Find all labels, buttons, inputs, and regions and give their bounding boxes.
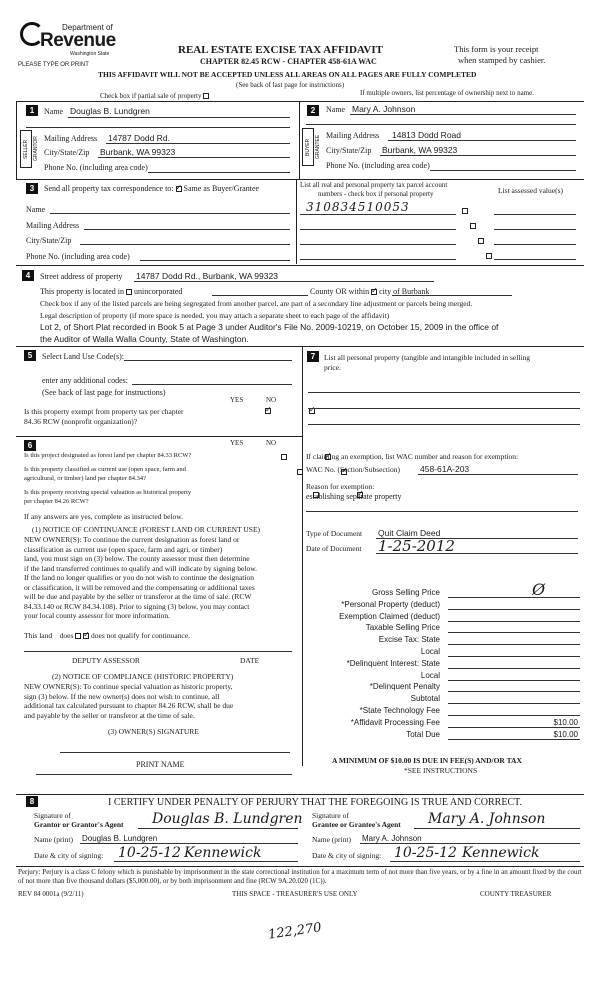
grantee-signature-of: Signature of [312,811,349,820]
input-line [80,244,290,245]
grantor-name-print-label: Name (print) [34,835,73,844]
corr-phone-label: Phone No. (including area code) [26,252,130,261]
section-8-number: 8 [26,796,38,807]
notice-continuance-title: (1) NOTICE OF CONTINUANCE (FOREST LAND OR CURRENT USE) [32,525,261,534]
fee-line [448,680,580,681]
parcel-header-2: numbers - check box if personal property [318,190,434,198]
corr-mailing-label: Mailing Address [26,221,80,230]
deputy-assessor-label: DEPUTY ASSESSOR [72,656,140,665]
notice-continuance-body [24,535,300,621]
section-4-number: 4 [22,270,34,281]
input-line [390,861,580,862]
notice-continuance-line: If the land no longer qualifies or you do not wish to continue the designation [24,573,254,582]
buyer-phone-label: Phone No. (including area code) [326,161,430,170]
legal-description-line-1[interactable]: Lot 2, of Short Plat recorded in Book 5 at Page 3 under Auditor's File No. 2009-10219, on October 15, 2009 in the office of [40,322,499,332]
personal-property-label-2: price. [324,363,341,372]
fee-label: Subtotal [410,694,440,704]
fee-label: *Delinquent Interest: State [346,658,440,668]
notice-compliance-line: NEW OWNER(S): To continue special valuation as historic property, [24,682,233,691]
section-7-number: 7 [307,351,319,362]
divider [16,101,584,102]
street-address-value[interactable]: 14787 Dodd Rd., Burbank, WA 99323 [136,271,278,281]
see-instructions-note: *SEE INSTRUCTIONS [404,766,478,775]
input-line [134,281,434,282]
fee-label: Excise Tax: State [378,635,440,645]
input-line [300,259,456,260]
notice-compliance-line: and payable by the seller or transferor at the time of sale. [24,710,195,720]
notice-compliance-body [24,682,300,720]
notice-compliance-title: (2) NOTICE OF COMPLIANCE (HISTORIC PROPERTY) [52,672,234,681]
seller-mailing-value[interactable]: 14787 Dodd Rd. [108,133,170,143]
seller-mailing-label: Mailing Address [44,134,98,143]
doc-type-label: Type of Document [306,529,363,538]
fee-line [448,668,580,669]
seller-name-value[interactable]: Douglas B. Lundgren [70,106,150,116]
buyer-name-label: Name [326,105,346,114]
fee-line [448,644,580,645]
divider [16,346,584,347]
input-line [388,140,576,141]
exemption-claim-label: If claiming an exemption, list WAC number and reason for exemption: [306,452,519,461]
property-located-label: This property is located in unincorporated [40,287,183,296]
type-or-print: PLEASE TYPE OR PRINT [18,62,89,68]
partial-sale-label: Check box if partial sale of property [100,92,209,100]
input-line [306,124,576,125]
assessed-values-header: List assessed value(s) [498,186,563,195]
section-5-number: 5 [24,350,36,361]
fee-label: Local [420,670,440,680]
section-1-number: 1 [26,105,38,116]
print-name-label: PRINT NAME [136,760,185,769]
county-or-within-label: County OR within ✓ city of Burbank [310,287,429,296]
forest-land-question: Is this project designated as forest land per chapter 84.33 RCW? [24,452,192,459]
grantor-sign-city[interactable]: Kennewick [184,845,262,861]
notice-continuance-line: if the land transferred continues to qualify and will indicate by signing below. [24,563,257,573]
form-number: REV 84 0001a (9/2/11) [18,890,84,898]
fee-line [448,715,580,716]
input-line [68,117,290,118]
input-line [148,172,290,173]
receipt-note-2: when stamped by cashier. [458,55,546,65]
certify-statement: I CERTIFY UNDER PENALTY OF PERJURY THAT THE FOREGOING IS TRUE AND CORRECT. [108,797,522,808]
fee-label: Local [420,647,440,656]
notice-continuance-line: your local county assessor for more information. [24,611,171,620]
assessor-date-label: DATE [240,656,260,665]
forest-yes-checkbox[interactable] [281,454,287,460]
notice-continuance-line: or classification, it will be removed and the compensating or additional taxes [24,582,255,592]
input-line [84,229,290,230]
doc-date-value[interactable]: 1-25-2012 [378,537,455,555]
form-title: REAL ESTATE EXCISE TAX AFFIDAVIT [178,44,383,56]
exempt-yes-checkbox[interactable] [265,408,271,414]
yes-column: YES [230,439,244,447]
divider [16,866,584,867]
input-line [308,392,580,393]
divider [16,436,303,437]
notice-compliance-line: sign (3) below. If the new owner(s) does not wish to continue, all [24,691,220,701]
grantee-sign-date[interactable]: 10-25-12 [394,845,457,861]
wac-label: WAC No. (Section/Subsection) [306,465,400,474]
corr-city-label: City/State/Zip [26,236,72,245]
fee-label: *Affidavit Processing Fee [350,717,440,727]
city-checkbox[interactable] [371,289,377,295]
input-line [308,408,580,409]
divider [16,265,584,266]
input-line [300,229,456,230]
send-correspondence-label: Send all property tax correspondence to: ✓ Same as Buyer/Grantee [44,184,259,193]
input-line [212,295,308,296]
grantee-name-print[interactable]: Mary A. Johnson [362,834,422,843]
continuance-qualify-line: This land does ✓ does not qualify for continuance. [24,631,190,640]
fee-line [448,703,580,704]
fee-line [448,597,580,598]
input-line [494,244,576,245]
fee-label: Taxable Selling Price [365,623,440,633]
warning-text: THIS AFFIDAVIT WILL NOT BE ACCEPTED UNLESS ALL AREAS ON ALL PAGES ARE FULLY COMPLETED [98,70,477,79]
seller-city-value[interactable]: Burbank, WA 99323 [100,147,176,157]
input-line [308,424,580,425]
divider [302,346,303,766]
no-column: NO [266,439,277,447]
exempt-question-2: 84.36 RCW (nonprofit organization)? [24,417,138,426]
fee-line [448,739,580,740]
grantee-signature[interactable]: Mary A. Johnson [428,811,546,827]
seller-phone-label: Phone No. (including area code) [44,163,148,172]
see-back-text: (See back of last page for instructions) [236,81,345,89]
personal-property-checkbox-3[interactable] [478,238,484,244]
input-line [494,259,576,260]
divider [16,794,584,795]
segregated-checkbox-note: Check box if any of the listed parcels are being segregated from another parcel, are part of a secondary line adjustment or parcels being merged. [40,299,473,308]
input-line [36,774,292,775]
dept-of-label: Department of [62,23,113,32]
additional-codes-label: enter any additional codes: [42,376,128,385]
fee-line [448,632,580,633]
personal-property-checkbox-1[interactable] [462,208,468,214]
divider [296,179,297,264]
land-does-checkbox[interactable] [75,633,81,639]
fee-label: *Personal Property (deduct) [341,599,440,609]
land-does-not-checkbox[interactable] [83,633,89,639]
input-line [50,213,290,214]
doc-date-label: Date of Document [306,544,362,553]
input-line [494,214,576,215]
input-line [60,752,290,753]
if-yes-instruction: If any answers are yes, complete as instructed below. [24,512,184,521]
current-use-yes-checkbox[interactable] [297,469,303,475]
legal-description-line-2[interactable]: the Auditor of Walla Walla County, State of Washington. [40,334,249,344]
minimum-fee-note: A MINIMUM OF $10.00 IS DUE IN FEE(S) AND/OR TAX [332,756,522,765]
input-line [24,651,292,652]
grantee-sign-city[interactable]: Kennewick [462,845,540,861]
input-line [350,114,576,115]
fee-line [448,727,580,728]
corr-name-label: Name [26,205,46,214]
divider [16,179,584,180]
input-line [376,553,578,554]
doc-type-value[interactable]: Quit Claim Deed [378,528,441,538]
fee-value[interactable]: Ø [532,580,546,599]
input-line [138,828,298,829]
grantee-agent-label: Grantee or Grantee's Agent [312,820,401,829]
dept-name: Revenue [40,30,116,51]
treasurer-use-label: THIS SPACE - TREASURER'S USE ONLY [232,890,358,898]
input-line [140,260,290,261]
owner-signature-label: (3) OWNER(S) SIGNATURE [108,727,199,736]
input-line [430,170,576,171]
fee-value[interactable]: $10.00 [553,729,578,739]
buyer-city-label: City/State/Zip [326,146,372,155]
fee-value[interactable]: $10.00 [553,717,578,727]
multiple-owners-note: If multiple owners, list percentage of ownership next to name. [360,89,534,97]
input-line [124,360,292,361]
section-6-number: 6 [24,440,36,451]
dept-state: Washington State [70,51,110,57]
seller-city-label: City/State/Zip [44,148,90,157]
exempt-no-checkbox[interactable] [309,408,315,414]
historic-question-2: per chapter 84.26 RCW? [24,498,89,505]
fee-label: Exemption Claimed (deduct) [339,611,440,621]
input-line [392,295,512,296]
fee-label: *Delinquent Penalty [369,682,440,692]
handwritten-note: 122,270 [267,920,323,943]
buyer-mailing-label: Mailing Address [326,131,380,140]
personal-property-label-1: List all personal property (tangible and intangible included in selling [324,353,530,362]
fee-line [448,609,580,610]
current-use-question-1: Is this property classified as current use (open space, farm and [24,466,186,473]
buyer-mailing-value[interactable]: 14813 Dodd Road [392,130,462,140]
historic-question-1: Is this property receiving special valuation as historical property [24,489,192,496]
buyer-grantee-label: BUYER GRANTEE [302,128,314,166]
input-line [26,127,290,128]
input-line [380,155,576,156]
fee-line [448,621,580,622]
seller-grantor-label: SELLER GRANTOR [20,130,32,168]
section-3-number: 3 [26,183,38,194]
partial-sale-checkbox[interactable] [203,93,209,99]
input-line [414,828,580,829]
input-line [418,474,578,475]
land-use-label: Select Land Use Code(s): [42,352,124,361]
divider [299,101,300,179]
parcel-number[interactable]: 310834510053 [306,200,410,214]
fee-label: *State Technology Fee [359,706,440,715]
receipt-note-1: This form is your receipt [454,44,539,54]
grantor-signature-of: Signature of [34,811,71,820]
notice-compliance-line: additional tax calculated pursuant to chapter 84.26 RCW, shall be due [24,701,234,710]
input-line [132,384,292,385]
input-line [300,214,456,215]
parcel-header-1: List all real and personal property tax parcel account [300,181,448,189]
grantee-name-print-label: Name (print) [312,835,351,844]
perjury-notice: Perjury: Perjury is a class C felony which is punishable by imprisonment in the state correctional institution for a maximum term of not more than five years, or by a fine in an amount fixed by the court of not more than five thousand dollars ($5,000.00), or by both imprisonment and fine (RCW 9A.20.020 (1C)). [18,868,582,885]
fee-line [448,656,580,657]
current-use-question-2: agricultural, or timber) land per chapter 84.34? [24,475,147,482]
reason-value[interactable]: establishing separate property [306,492,402,501]
grantor-date-city-label: Date & city of signing: [34,851,104,860]
grantor-agent-label: Grantor or Grantor's Agent [34,820,124,829]
personal-property-checkbox-2[interactable] [470,223,476,229]
notice-continuance-line: NEW OWNER(S): To continue the current designation as forest land or [24,535,240,544]
legal-description-label: Legal description of property (if more space is needed, you may attach a separate sheet to each page of the affidavit) [40,311,390,320]
same-as-buyer-checkbox[interactable] [176,186,182,192]
divider [16,101,17,179]
fee-label: Total Due [406,729,440,739]
notice-continuance-line: will be due and payable by the seller or transferor at the time of sale. (RCW [24,592,252,601]
grantor-name-print[interactable]: Douglas B. Lundgren [82,834,158,843]
input-line [300,244,456,245]
grantor-sign-date[interactable]: 10-25-12 [118,845,181,861]
county-treasurer-label: COUNTY TREASURER [480,890,552,898]
section-2-number: 2 [307,105,319,116]
grantor-signature[interactable]: Douglas B. Lundgren [152,811,303,827]
unincorporated-checkbox[interactable] [126,289,132,295]
buyer-name-value[interactable]: Mary A. Johnson [352,104,416,114]
land-use-see-back: (See back of last page for instructions) [42,388,166,397]
exempt-question-1: Is this property exempt from property tax per chapter [24,407,184,416]
input-line [306,511,578,512]
input-line [360,843,580,844]
notice-continuance-line: classification as current use (open space, farm and agri, or timber) [24,544,223,554]
reason-label: Reason for exemption: [306,482,375,491]
notice-continuance-line: 84.33.140 or RCW 84.34.108). Prior to signing (3) below, you may contact [24,601,250,611]
input-line [80,843,298,844]
fee-line [448,691,580,692]
input-line [98,157,290,158]
buyer-city-value[interactable]: Burbank, WA 99323 [382,145,458,155]
input-line [114,861,298,862]
grantee-date-city-label: Date & city of signing: [312,851,382,860]
seller-name-label: Name [44,107,64,116]
no-column: NO [266,396,277,404]
yes-column: YES [230,396,244,404]
input-line [494,229,576,230]
wac-value[interactable]: 458-61A-203 [420,464,470,474]
personal-property-checkbox-4[interactable] [486,253,492,259]
input-line [106,143,290,144]
notice-continuance-line: land, you must sign on (3) below. The county assessor must then determine [24,554,250,563]
form-chapter: CHAPTER 82.45 RCW - CHAPTER 458-61A WAC [200,57,377,66]
street-address-label: Street address of property [40,272,123,281]
fee-label: Gross Selling Price [371,588,440,597]
